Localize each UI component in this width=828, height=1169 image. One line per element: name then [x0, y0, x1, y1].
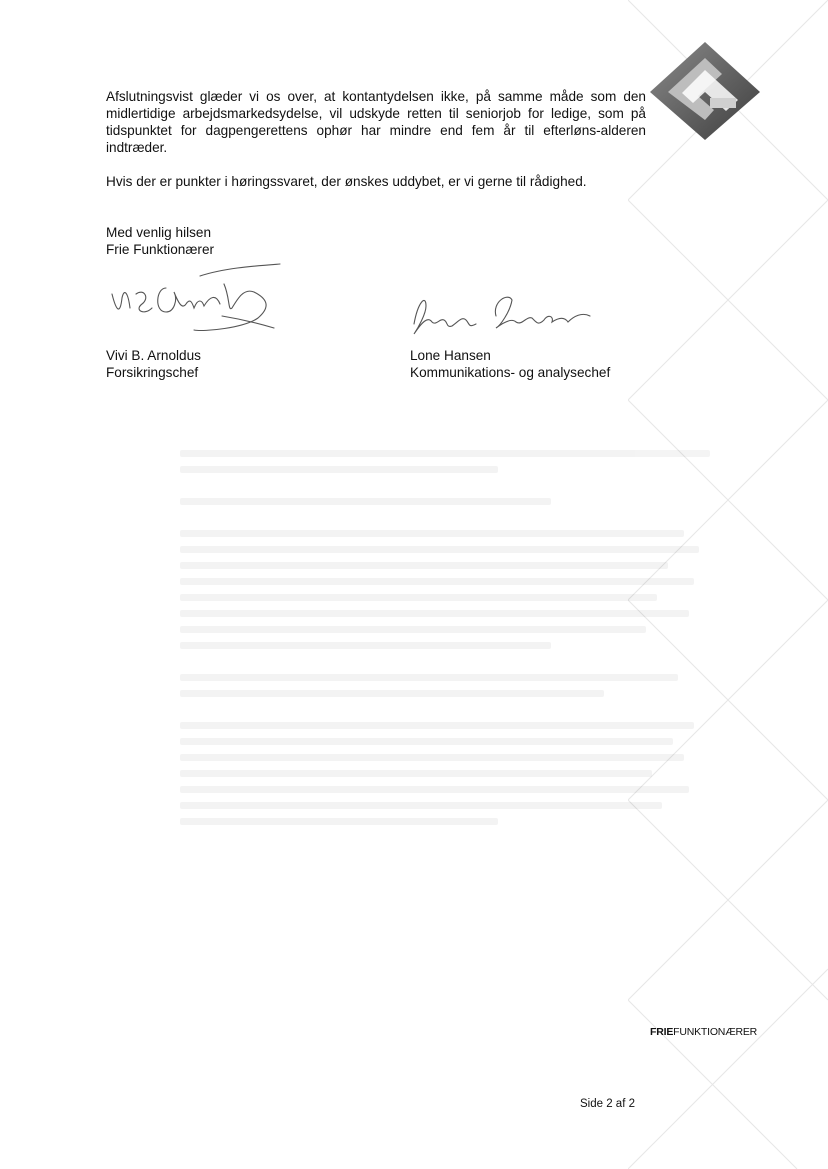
signer-title: Kommunikations- og analysechef	[410, 365, 611, 380]
footer-brand	[650, 1026, 757, 1038]
frie-funktionaerer-logo	[640, 40, 770, 140]
signer-right	[410, 347, 610, 381]
paragraph-closing-remark: Afslutningsvist glæder vi os over, at kontantydelsen ikke, på samme måde som den midlertidige arbejdsmarkedsydelse, vil udskyde retten til seniorjob for ledige, som på tidspunktet for dagpengerettens ophør har mindre end fem år til efterløns-alderen indtræder.	[106, 89, 646, 155]
signer-title: Forsikringschef	[106, 365, 199, 380]
signature-vivi-arnoldus	[104, 258, 284, 340]
organization-name: Frie Funktionærer	[106, 242, 215, 257]
page-number: Side 2 af 2	[580, 1098, 635, 1110]
bleed-through-text	[180, 450, 710, 990]
signature-lone-hansen	[404, 282, 600, 342]
signer-left	[106, 347, 201, 381]
closing-block	[106, 224, 214, 258]
signer-name: Lone Hansen	[410, 348, 491, 363]
signer-name: Vivi B. Arnoldus	[106, 348, 201, 363]
greeting: Med venlig hilsen	[106, 225, 212, 240]
paragraph-availability: Hvis der er punkter i høringssvaret, der ønskes uddybet, er vi gerne til rådighed.	[106, 174, 587, 189]
footer-brand-rest: FUNKTIONÆRER	[673, 1026, 758, 1038]
letter-body	[106, 88, 646, 207]
footer-brand-bold: FRIE	[650, 1026, 674, 1038]
